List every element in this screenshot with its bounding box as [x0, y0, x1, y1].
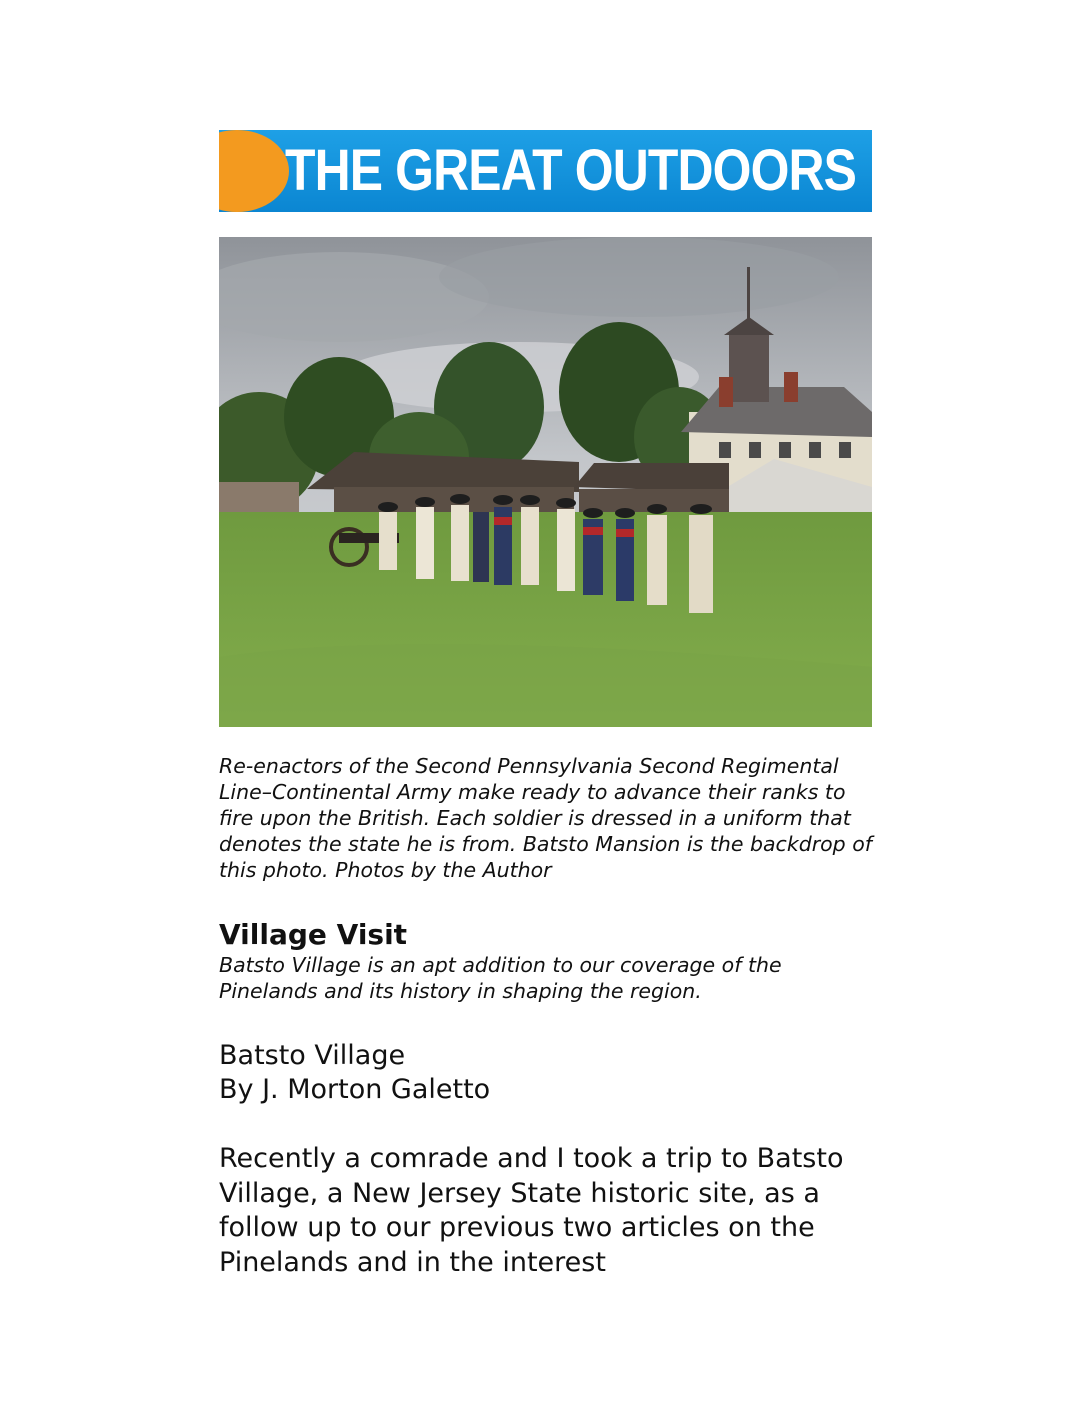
sun-logo-icon [219, 130, 289, 212]
article-body: Recently a comrade and I took a trip to Batsto Village, a New Jersey State historic site, as a follow up to our previous two articles on the Pinelands and in the interest [219, 1143, 844, 1278]
article-headline: Batsto Village [219, 1040, 406, 1071]
banner-title: THE GREAT OUTDOORS [285, 138, 857, 203]
reenactors-photo [219, 237, 872, 727]
header-banner [219, 130, 872, 212]
section-deck: Batsto Village is an apt addition to our coverage of the Pinelands and its history in shaping the region. [219, 953, 782, 1003]
article-author: By J. Morton Galetto [219, 1074, 491, 1105]
section-title: Village Visit [219, 918, 408, 951]
article-byline [219, 1039, 490, 1107]
photo-caption: Re-enactors of the Second Pennsylvania Second Regimental Line–Continental Army make ready to advance their ranks to fire upon the British. Each soldier is dressed in a uniform that denotes the state he is from. Batsto Mansion is the backdrop of this photo. Photos by the Author [219, 754, 872, 882]
